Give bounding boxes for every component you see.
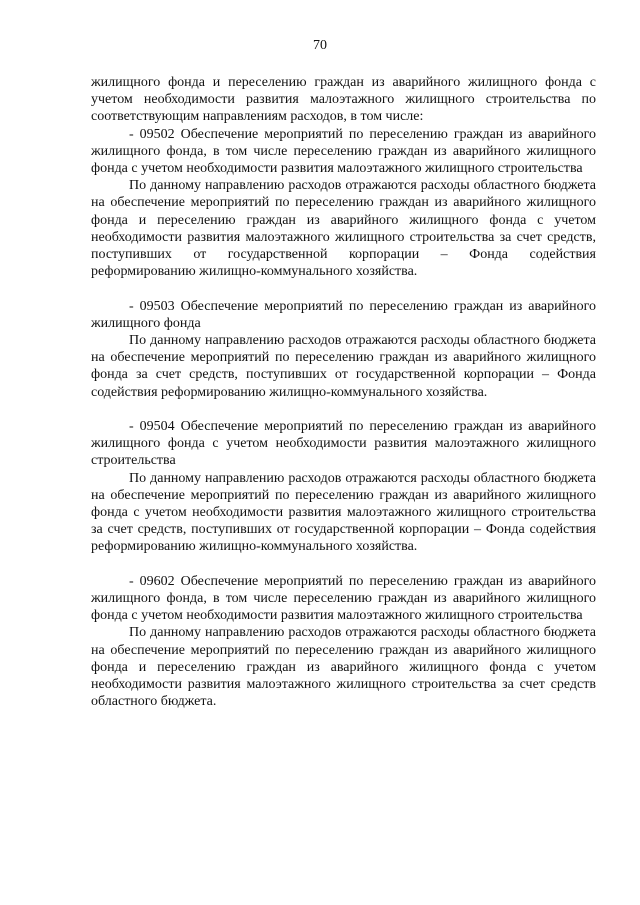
page-number: 70 [313,38,327,53]
item-09503-description: По данному направлению расходов отражаются расходы областного бюджета на обеспечение мероприятий по переселению граждан из аварийного жилищного фонда за счет средств, поступивших от государственной корпорации – Фонда содействия реформированию жилищно-коммунального хозяйства. [91,333,596,400]
item-09503-heading: - 09503 Обеспечение мероприятий по переселению граждан из аварийного жилищного фонда [91,298,596,331]
item-09504-heading: - 09504 Обеспечение мероприятий по переселению граждан из аварийного жилищного фонда с учетом необходимости развития малоэтажного жилищного строительства [91,419,596,469]
item-09602-heading: - 09602 Обеспечение мероприятий по переселению граждан из аварийного жилищного фонда, в том числе переселению граждан из аварийного жилищного фонда с учетом необходимости развития малоэтажного жилищного строительства [91,573,596,624]
item-09502-heading: - 09502 Обеспечение мероприятий по переселению граждан из аварийного жилищного фонда, в том числе переселению граждан из аварийного жилищного фонда с учетом необходимости развития малоэтажного жилищного строительства [91,126,596,177]
document-body [91,74,596,710]
item-09504-description: По данному направлению расходов отражаются расходы областного бюджета на обеспечение мероприятий по переселению граждан из аварийного жилищного фонда с учетом необходимости развития малоэтажного жилищного строительства за счет средств, поступивших от государственной корпорации – Фонда содействия реформированию жилищно-коммунального хозяйства. [91,470,596,555]
item-09602-description: По данному направлению расходов отражаются расходы областного бюджета на обеспечение мероприятий по переселению граждан из аварийного жилищного фонда и переселению граждан из аварийного жилищного фонда с учетом необходимости развития малоэтажного жилищного строительства за счет средств областного бюджета. [91,625,596,710]
intro-paragraph: жилищного фонда и переселению граждан из аварийного жилищного фонда с учетом необходимости развития малоэтажного жилищного строительства по соответствующим направлениям расходов, в том числе: [91,75,596,125]
item-09502-description: По данному направлению расходов отражаются расходы областного бюджета на обеспечение мероприятий по переселению граждан из аварийного жилищного фонда и переселению граждан из аварийного жилищного фонда с учетом необходимости развития малоэтажного жилищного строительства за счет средств, поступивших от государственной корпорации – Фонда содействия реформированию жилищно-коммунального хозяйства. [91,178,596,280]
